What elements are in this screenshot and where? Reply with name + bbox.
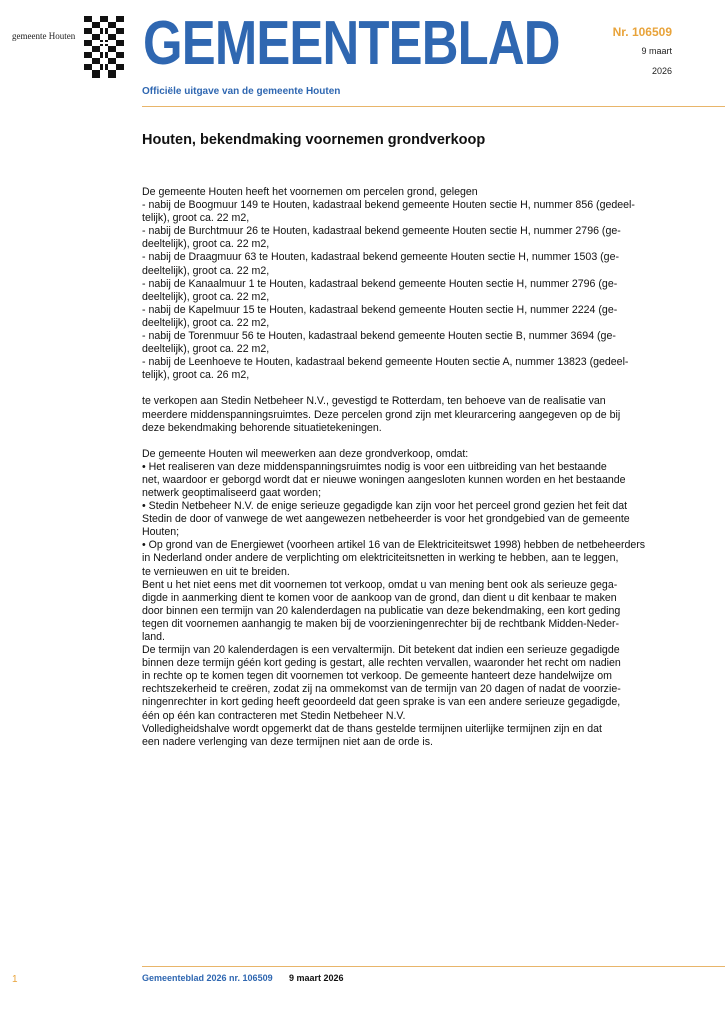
text-line: één op één kan contracteren met Stedin Netbeheer N.V. bbox=[142, 709, 406, 722]
issue-year: 2026 bbox=[651, 66, 672, 76]
text-line: telijk), groot ca. 22 m2, bbox=[142, 212, 250, 225]
masthead-subtitle: Officiële uitgave van de gemeente Houten bbox=[142, 86, 341, 97]
text-line: telijk), groot ca. 26 m2, bbox=[142, 369, 250, 382]
document-title: Houten, bekendmaking voornemen grondverkoop bbox=[142, 132, 486, 148]
text-line: - nabij de Draagmuur 63 te Houten, kadastraal bekend gemeente Houten sectie H, nummer 1503 (ge- bbox=[142, 251, 619, 264]
text-line: De gemeente Houten wil meewerken aan deze grondverkoop, omdat: bbox=[142, 447, 469, 460]
text-line: een nadere verlenging van deze termijnen niet aan de orde is. bbox=[142, 735, 433, 748]
header-divider bbox=[142, 106, 725, 107]
masthead-title: GEMEENTEBLAD bbox=[143, 9, 560, 78]
paragraph-gap bbox=[142, 435, 677, 448]
text-line: rechtszekerheid te creëren, zodat zij na ommekomst van de termijn van 20 dagen of nadat de voorzie- bbox=[142, 683, 621, 696]
text-line: - nabij de Kapelmuur 15 te Houten, kadastraal bekend gemeente Houten sectie H, nummer 2224 (ge- bbox=[142, 303, 618, 316]
text-line: • Stedin Netbeheer N.V. de enige serieuze gegadigde kan zijn voor het perceel grond gezien het feit dat bbox=[142, 500, 628, 513]
text-line: netwerk geoptimaliseerd gaat worden; bbox=[142, 486, 322, 499]
text-line: door binnen een termijn van 20 kalenderdagen na publicatie van deze bekendmaking, een kort geding bbox=[142, 604, 621, 617]
footer-divider bbox=[142, 966, 725, 967]
text-line: Bent u het niet eens met dit voornemen tot verkoop, omdat u van mening bent ook als serieuze gega- bbox=[142, 578, 618, 591]
text-line: • Op grond van de Energiewet (voorheen artikel 16 van de Elektriciteitswet 1998) hebben de netbeheerders bbox=[142, 539, 646, 552]
municipality-label: gemeente Houten bbox=[12, 31, 76, 41]
text-line: tegen dit voornemen aanhangig te maken bij de voorzieningenrechter bij de rechtbank Midden-Neder- bbox=[142, 617, 620, 630]
issue-date: 9 maart bbox=[641, 46, 672, 56]
text-line: - nabij de Torenmuur 56 te Houten, kadastraal bekend gemeente Houten sectie B, nummer 3694 (ge- bbox=[142, 330, 616, 343]
text-line: De termijn van 20 kalenderdagen is een vervaltermijn. Dit betekent dat indien een serieuze gegadigde bbox=[142, 644, 620, 657]
text-line: - nabij de Boogmuur 149 te Houten, kadastraal bekend gemeente Houten sectie H, nummer 856 (gedeel- bbox=[142, 199, 635, 212]
text-line: land. bbox=[142, 631, 165, 643]
text-line: Houten; bbox=[142, 526, 180, 539]
text-line: Volledigheidshalve wordt opgemerkt dat de thans gestelde termijnen uiterlijke termijnen zijn en dat bbox=[142, 722, 602, 735]
footer-date: 9 maart 2026 bbox=[289, 973, 344, 983]
sale-paragraph bbox=[142, 395, 677, 434]
text-line: - nabij de Leenhoeve te Houten, kadastraal bekend gemeente Houten sectie A, nummer 13823 (gedeel- bbox=[142, 356, 629, 369]
text-line: deeltelijk), groot ca. 22 m2, bbox=[142, 238, 270, 251]
text-line: te verkopen aan Stedin Netbeheer N.V., gevestigd te Rotterdam, ten behoeve van de realisatie van bbox=[142, 395, 606, 408]
paragraph-gap bbox=[142, 382, 677, 395]
text-line: te vernieuwen en uit te breiden. bbox=[142, 565, 290, 578]
text-line: • Het realiseren van deze middenspanningsruimtes nodig is voor een uitbreiding van het bestaande bbox=[142, 460, 607, 473]
text-line: deze bekendmaking behorende situatietekeningen. bbox=[142, 421, 382, 434]
text-line: - nabij de Burchtmuur 26 te Houten, kadastraal bekend gemeente Houten sectie H, nummer 2796 (ge- bbox=[142, 225, 621, 238]
text-line: deeltelijk), groot ca. 22 m2, bbox=[142, 343, 270, 356]
text-line: deeltelijk), groot ca. 22 m2, bbox=[142, 316, 270, 329]
text-line: - nabij de Kanaalmuur 1 te Houten, kadastraal bekend gemeente Houten sectie H, nummer 2796 (ge- bbox=[142, 277, 618, 290]
document-body bbox=[142, 186, 677, 749]
text-line: deeltelijk), groot ca. 22 m2, bbox=[142, 290, 270, 303]
text-line: ningenrechter in kort geding heeft geoordeeld dat geen sprake is van een andere serieuze gegadigde, bbox=[142, 696, 621, 709]
issue-number: Nr. 106509 bbox=[612, 25, 672, 39]
page-number: 1 bbox=[12, 974, 18, 985]
intro-paragraph bbox=[142, 186, 677, 382]
text-line: in rechte op te komen tegen dit voornemen tot verkoop. De gemeente hanteert deze handelwijze om bbox=[142, 670, 612, 683]
text-line: meerdere middenspanningsruimtes. Deze percelen grond zijn met kleurarcering aangegeven op de bij bbox=[142, 408, 621, 421]
text-line: Stedin de door of vanwege de wet aangewezen netbeheerder is voor het grondgebied van de gemeente bbox=[142, 513, 630, 526]
reasons-paragraph bbox=[142, 448, 677, 749]
text-line: net, waardoor er geborgd wordt dat er nieuwe woningen aangesloten kunnen worden en het bestaande bbox=[142, 473, 626, 486]
text-line: binnen deze termijn géén kort geding is gestart, alle rechten vervallen, waaronder het recht om nadien bbox=[142, 657, 621, 670]
text-line: deeltelijk), groot ca. 22 m2, bbox=[142, 264, 270, 277]
text-line: in Nederland onder andere de verplichting om elektriciteitsnetten in werking te hebben, aan te leggen, bbox=[142, 552, 619, 565]
text-line: De gemeente Houten heeft het voornemen om percelen grond, gelegen bbox=[142, 186, 478, 198]
footer-publication: Gemeenteblad 2026 nr. 106509 bbox=[142, 973, 273, 983]
municipal-coat-of-arms-logo bbox=[84, 16, 124, 78]
text-line: digde in aanmerking dient te komen voor de aankoop van de grond, dan dient u dit kenbaar te maken bbox=[142, 591, 617, 604]
